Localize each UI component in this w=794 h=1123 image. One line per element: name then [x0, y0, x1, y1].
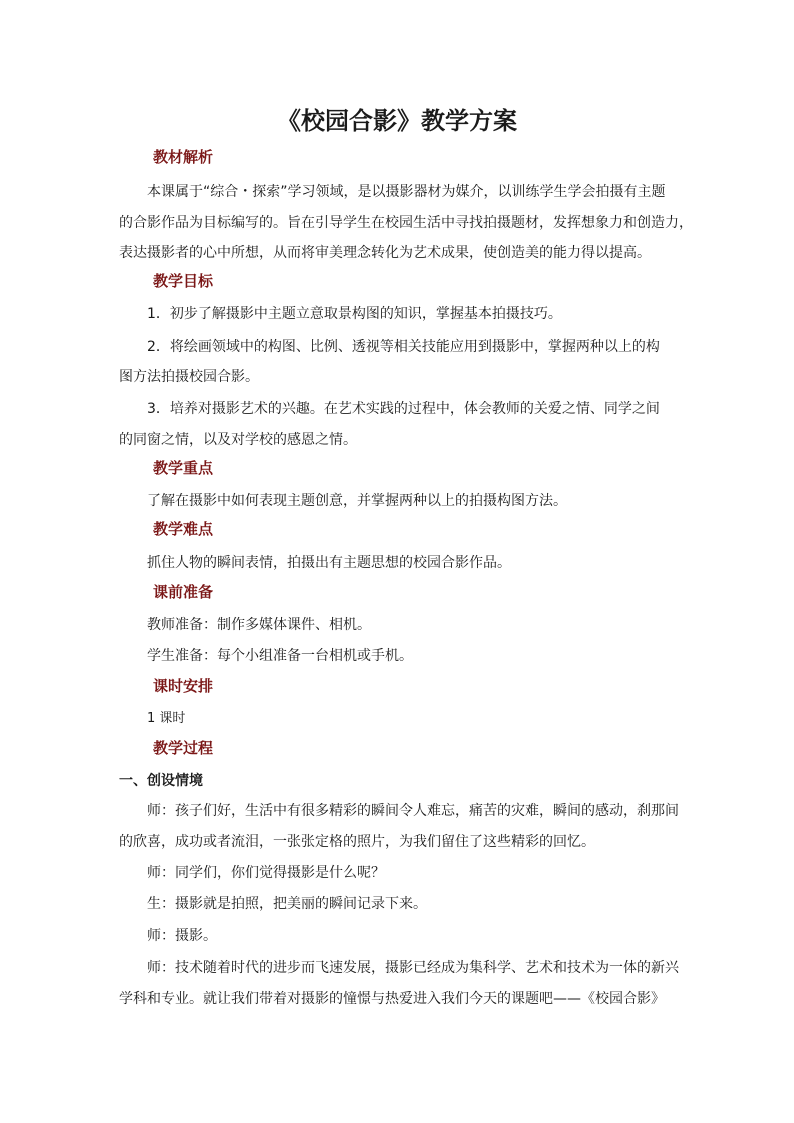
paragraph-line: 师：孩子们好，生活中有很多精彩的瞬间令人难忘，痛苦的灾难，瞬间的感动，刹那间 — [147, 803, 679, 819]
paragraph-line: 生：摄影就是拍照，把美丽的瞬间记录下来。 — [147, 896, 427, 912]
paragraph-line: 学科和专业。就让我们带着对摄影的憧憬与热爱进入我们今天的课题吧——《校园合影》 — [119, 991, 665, 1007]
section-heading-difficulties: 教学难点 — [153, 520, 214, 538]
section-heading-teaching-goals: 教学目标 — [153, 272, 214, 290]
section-heading-textbook-analysis: 教材解析 — [153, 148, 214, 166]
section-heading-teaching-process: 教学过程 — [153, 739, 214, 757]
paragraph-line: 师：同学们，你们觉得摄影是什么呢？ — [147, 865, 385, 881]
paragraph-line: 表达摄影者的心中所想，从而将审美理念转化为艺术成果，使创造美的能力得以提高。 — [119, 245, 651, 261]
paragraph-line: 图方法拍摄校园合影。 — [119, 369, 259, 385]
paragraph-line: 师：技术随着时代的进步而飞速发展，摄影已经成为集科学、艺术和技术为一体的新兴 — [147, 960, 679, 976]
section-heading-schedule: 课时安排 — [153, 677, 214, 695]
paragraph-line: 的合影作品为目标编写的。旨在引导学生在校园生活中寻找拍摄题材，发挥想象力和创造力， — [119, 215, 693, 231]
section-heading-key-points: 教学重点 — [153, 459, 214, 477]
document-title: 《校园合影》教学方案 — [277, 106, 517, 135]
paragraph-line: 教师准备：制作多媒体课件、相机。 — [147, 617, 371, 633]
section-heading-preparation: 课前准备 — [153, 583, 214, 601]
paragraph-line: 学生准备：每个小组准备一台相机或手机。 — [147, 648, 413, 664]
paragraph-line: 1．初步了解摄影中主题立意取景构图的知识，掌握基本拍摄技巧。 — [147, 306, 562, 322]
paragraph-line: 1 课时 — [147, 711, 186, 726]
paragraph-line: 师：摄影。 — [147, 928, 217, 944]
paragraph-line: 本课属于“综合・探索”学习领域，是以摄影器材为媒介，以训练学生学会拍摄有主题 — [147, 184, 666, 200]
paragraph-line: 了解在摄影中如何表现主题创意，并掌握两种以上的拍摄构图方法。 — [147, 493, 567, 509]
paragraph-line: 抓住人物的瞬间表情，拍摄出有主题思想的校园合影作品。 — [147, 555, 511, 571]
paragraph-line: 2．将绘画领域中的构图、比例、透视等相关技能应用到摄影中，掌握两种以上的构 — [147, 339, 660, 355]
paragraph-line: 的欣喜，成功或者流泪，一张张定格的照片，为我们留住了这些精彩的回忆。 — [119, 834, 595, 850]
subheading: 一、创设情境 — [119, 773, 203, 789]
paragraph-line: 的同窗之情，以及对学校的感恩之情。 — [119, 432, 357, 448]
paragraph-line: 3．培养对摄影艺术的兴趣。在艺术实践的过程中，体会教师的关爱之情、同学之间 — [147, 401, 660, 417]
